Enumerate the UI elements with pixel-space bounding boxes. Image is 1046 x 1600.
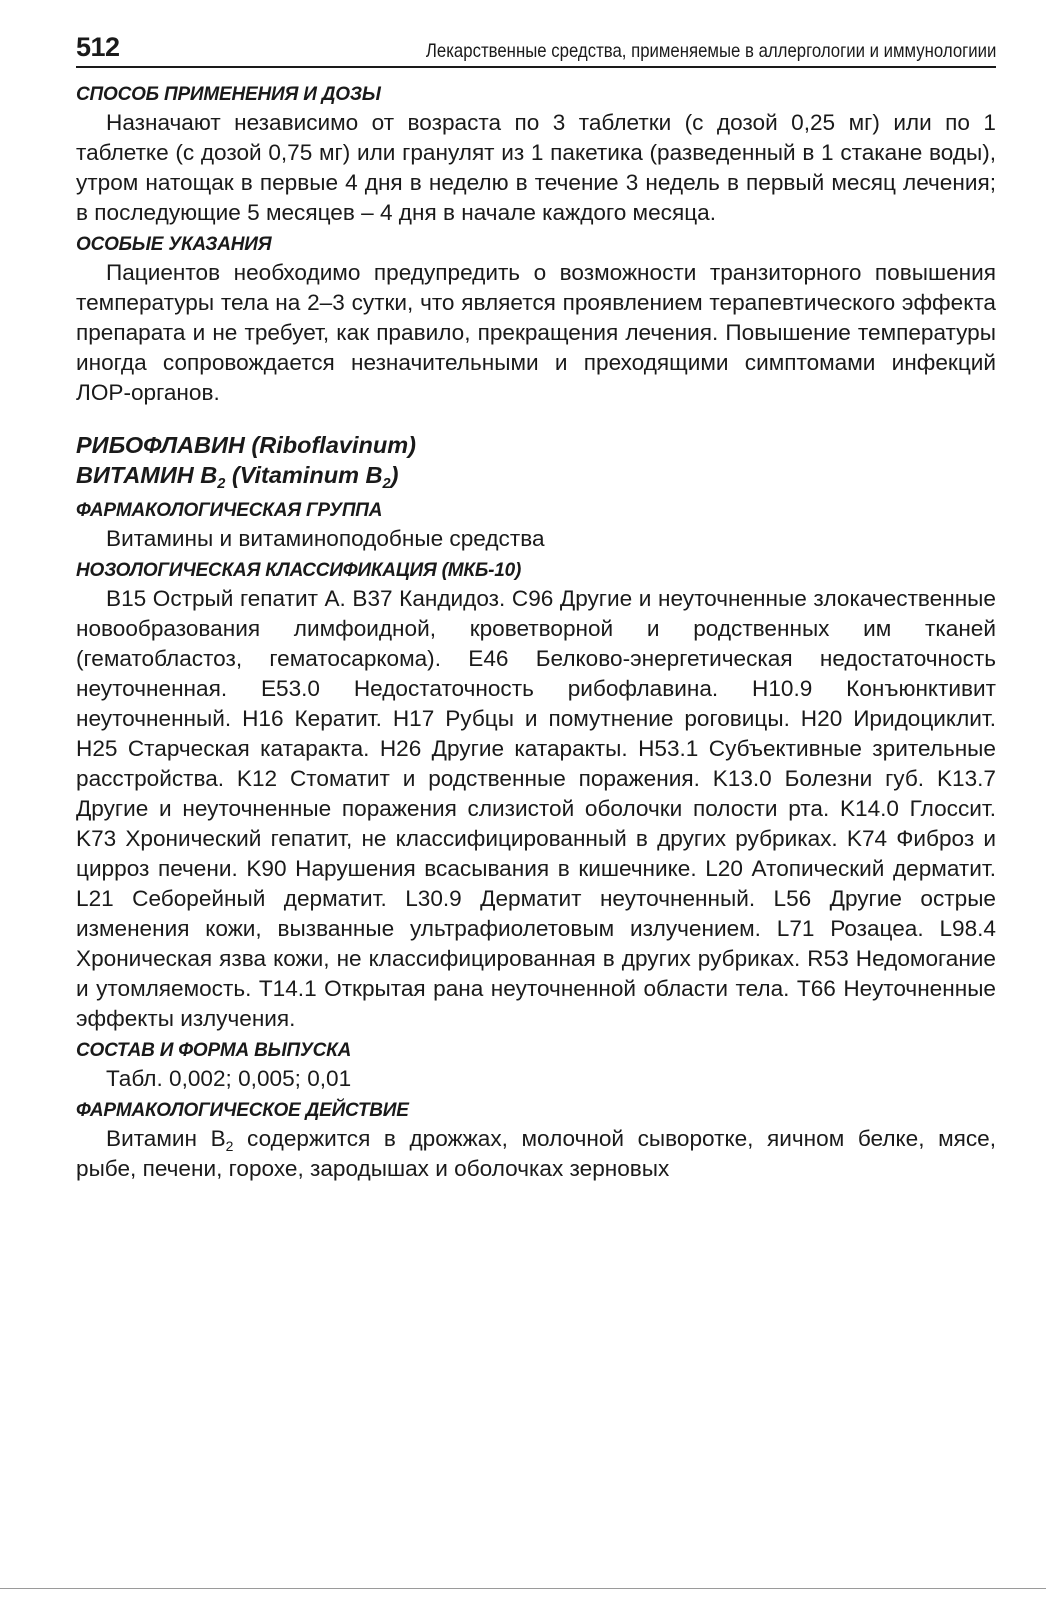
- pharm-group-heading: ФАРМАКОЛОГИЧЕСКАЯ ГРУППА: [76, 500, 383, 521]
- drug-title-secondary-latin-subscript: 2: [382, 476, 391, 493]
- pharm-group-text: Витамины и витаминоподобные средства: [106, 526, 545, 551]
- pharm-group-section: [76, 498, 996, 554]
- composition-section: [76, 1038, 996, 1094]
- drug-title-block: [76, 430, 996, 493]
- page-bottom-edge: [0, 1588, 1046, 1589]
- nosology-section: [76, 558, 996, 1034]
- drug-title-secondary-subscript: 2: [217, 476, 226, 493]
- pharm-action-section: [76, 1098, 996, 1184]
- nosology-heading: НОЗОЛОГИЧЕСКАЯ КЛАССИФИКАЦИЯ (МКБ-10): [76, 560, 522, 581]
- pharm-action-text-rest: содержится в дрожжах, молочной сыворотке, яичном белке, мясе, рыбе, печени, горохе, зародышах и оболочках зерновых: [76, 1126, 996, 1181]
- dosage-text: Назначают независимо от возраста по 3 таблетки (с дозой 0,25 мг) или по 1 таблетке (с дозой 0,75 мг) или гранулят из 1 пакетика (разведенный в 1 стакане воды), утром натощак в первые 4 дня в неделю в течение 3 недель в первый месяц лечения; в последующие 5 месяцев – 4 дня в начале каждого месяца.: [76, 110, 996, 225]
- drug-title-secondary-suffix: ): [390, 462, 399, 488]
- special-notes-heading: ОСОБЫЕ УКАЗАНИЯ: [76, 234, 272, 255]
- running-header: [76, 24, 996, 68]
- composition-text: Табл. 0,002; 0,005; 0,01: [106, 1066, 352, 1091]
- pharm-action-text: [76, 1124, 996, 1184]
- drug-title-primary: РИБОФЛАВИН (Riboflavinum): [76, 432, 416, 458]
- pharm-action-heading: ФАРМАКОЛОГИЧЕСКОЕ ДЕЙСТВИЕ: [76, 1100, 409, 1121]
- dosage-heading: СПОСОБ ПРИМЕНЕНИЯ И ДОЗЫ: [76, 84, 381, 105]
- drug-title-secondary: [76, 460, 996, 493]
- special-notes-text: Пациентов необходимо предупредить о возможности транзиторного повышения температуры тела на 2–3 сутки, что является проявлением терапевтического эффекта препарата и не требует, как правило, прекращения лечения. Повышение температуры иногда сопровождается незначительными и преходящими симптомами инфекций ЛОР-органов.: [76, 260, 996, 405]
- drug-title-secondary-prefix: ВИТАМИН В: [76, 462, 218, 488]
- pharm-action-text-subscript: 2: [225, 1137, 234, 1154]
- dosage-section: [76, 82, 996, 228]
- special-notes-section: [76, 232, 996, 408]
- composition-heading: СОСТАВ И ФОРМА ВЫПУСКА: [76, 1040, 352, 1061]
- running-title: Лекарственные средства, применяемые в аллергологии и иммунологиии: [425, 40, 996, 62]
- nosology-text: B15 Острый гепатит А. B37 Кандидоз. C96 Другие и неуточненные злокачественные новообразования лимфоидной, кроветворной и родственных им тканей (гематобластоз, гематосаркома). E46 Белково-энергетическая недостаточность неуточненная. E53.0 Недостаточность рибофлавина. H10.9 Конъюнктивит неуточненный. H16 Кератит. H17 Рубцы и помутнение роговицы. H20 Иридоциклит. H25 Старческая катаракта. H26 Другие катаракты. H53.1 Субъективные зрительные расстройства. K12 Стоматит и родственные поражения. K13.0 Болезни губ. K13.7 Другие и неуточненные поражения слизистой оболочки полости рта. K14.0 Глоссит. K73 Хронический гепатит, не классифицированный в других рубриках. K74 Фиброз и цирроз печени. K90 Нарушения всасывания в кишечнике. L20 Атопический дерматит. L21 Себорейный дерматит. L30.9 Дерматит неуточненный. L56 Другие острые изменения кожи, вызванные ультрафиолетовым излучением. L71 Розацеа. L98.4 Хроническая язва кожи, не классифицированная в других рубриках. R53 Недомогание и утомляемость. T14.1 Открытая рана неуточненной области тела. T66 Неуточненные эффекты излучения.: [76, 586, 996, 1031]
- book-page: [76, 24, 996, 1184]
- drug-title-secondary-latin: (Vitaminum B: [225, 462, 383, 488]
- pharm-action-text-prefix: Витамин В: [106, 1126, 226, 1151]
- page-number: 512: [76, 32, 120, 62]
